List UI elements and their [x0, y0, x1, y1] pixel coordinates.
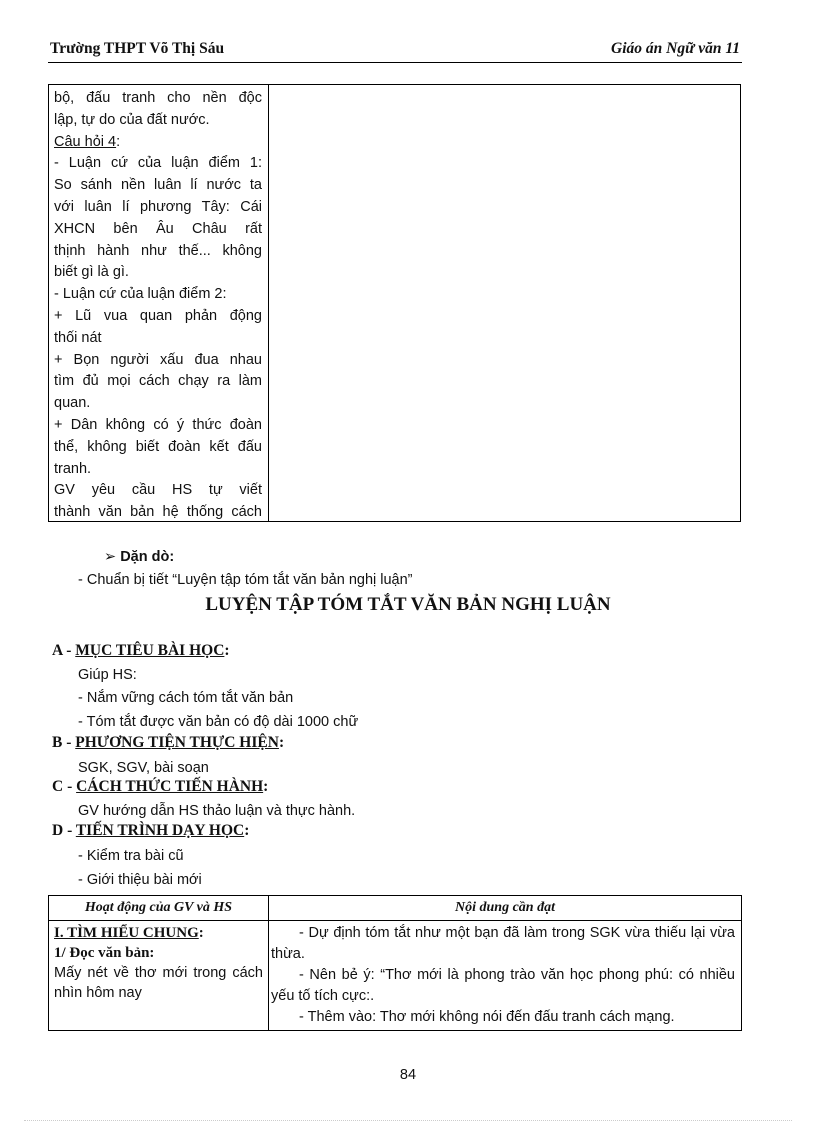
school-name: Trường THPT Võ Thị Sáu: [50, 40, 225, 57]
arrow-bullet-icon: ➢: [104, 549, 117, 565]
text-line: + Bọn người xấu đua nhau: [54, 351, 262, 368]
page-number: 84: [399, 1067, 417, 1083]
text-line: + Lũ vua quan phản động: [54, 307, 262, 324]
section-a-line: Giúp HS:: [78, 667, 137, 683]
section-d-title: TIẾN TRÌNH DẠY HỌC: [75, 822, 245, 839]
lesson-title: LUYỆN TẬP TÓM TẮT VĂN BẢN NGHỊ LUẬN: [205, 594, 611, 615]
text-line: Câu hỏi 4:: [54, 133, 121, 150]
header-activities: Hoạt động của GV và HS: [49, 896, 269, 921]
section-b-line: SGK, SGV, bài soạn: [78, 760, 209, 776]
section-a-heading: A - MỤC TIÊU BÀI HỌC:: [52, 642, 230, 659]
text-line: thịnh hành như thế... không: [54, 242, 262, 259]
content-point: - Dự định tóm tắt như một bạn đã làm trong SGK vừa thiếu lại vừa thừa.: [271, 925, 735, 962]
text-line: thể, không biết đoàn kết đấu: [54, 438, 262, 455]
read-text-subheading: 1/ Đọc văn bản:: [54, 945, 155, 961]
section-a-line: - Nắm vững cách tóm tắt văn bản: [78, 690, 294, 706]
activity-description: Mấy nét về thơ mới trong cách nhìn hôm nay: [54, 965, 263, 1001]
table-row: [49, 921, 742, 1031]
section-b-title: PHƯƠNG TIỆN THỰC HIỆN: [75, 734, 279, 751]
dan-do-heading: [104, 546, 174, 568]
text-line: lập, tự do của đất nước.: [54, 111, 210, 128]
dan-do-title: Dặn dò:: [120, 549, 175, 565]
text-line: So sánh nền luân lí nước ta: [54, 177, 262, 194]
section-i-heading: I. TÌM HIỂU CHUNG:: [54, 925, 204, 941]
footer-rule: [24, 1120, 792, 1121]
section-a-title: MỤC TIÊU BÀI HỌC: [75, 642, 225, 659]
text-line: thối nát: [54, 329, 102, 346]
text-line: + Dân không có ý thức đoàn: [54, 416, 262, 433]
activity-column: [54, 88, 262, 524]
section-c-line: GV hướng dẫn HS thảo luận và thực hành.: [78, 803, 356, 819]
text-line: với luân lí phương Tây: Cái: [54, 198, 262, 215]
text-line: GV yêu cầu HS tự viết: [54, 482, 262, 499]
text-line: bộ, đấu tranh cho nền độc: [54, 90, 262, 106]
text-line: thành văn bản hệ thống cách: [54, 504, 262, 521]
content-point: - Thêm vào: Thơ mới không nói đến đấu tranh cách mạng.: [299, 1009, 675, 1025]
section-d-heading: D - TIẾN TRÌNH DẠY HỌC:: [52, 822, 250, 839]
content-point: - Nên bẻ ý: “Thơ mới là phong trào văn học phong phú: có nhiều yếu tố tích cực:.: [271, 967, 735, 1004]
text-line: - Luận cứ của luận điểm 2:: [54, 286, 227, 303]
table-header-row: [49, 896, 742, 921]
section-b-heading: B - PHƯƠNG TIỆN THỰC HIỆN:: [52, 734, 285, 751]
text-line: tìm đủ mọi cách chạy ra làm: [54, 373, 262, 390]
section-d-line: - Kiểm tra bài cũ: [78, 848, 184, 864]
section-a-line: - Tóm tắt được văn bản có độ dài 1000 chữ: [78, 714, 359, 730]
text-line: tranh.: [54, 460, 92, 477]
page-header: [48, 38, 742, 63]
subject-title: Giáo án Ngữ văn 11: [611, 40, 740, 57]
table-divider: [268, 85, 269, 521]
text-line: biết gì là gì.: [54, 264, 129, 281]
dan-do-item: - Chuẩn bị tiết “Luyện tập tóm tắt văn bản nghị luận”: [78, 572, 413, 588]
section-c-title: CÁCH THỨC TIẾN HÀNH: [76, 778, 264, 795]
text-line: XHCN bên Âu Châu rất: [54, 220, 262, 237]
section-c-heading: C - CÁCH THỨC TIẾN HÀNH:: [52, 778, 269, 795]
text-line: quan.: [54, 395, 91, 412]
section-d-line: - Giới thiệu bài mới: [78, 872, 202, 888]
activities-cell: [49, 921, 269, 1031]
continuation-table: [48, 84, 741, 522]
content-cell: [269, 921, 742, 1031]
text-line: - Luận cứ của luận điểm 1:: [54, 155, 262, 172]
header-content: Nội dung cần đạt: [269, 896, 742, 921]
activity-table: [48, 895, 742, 1031]
